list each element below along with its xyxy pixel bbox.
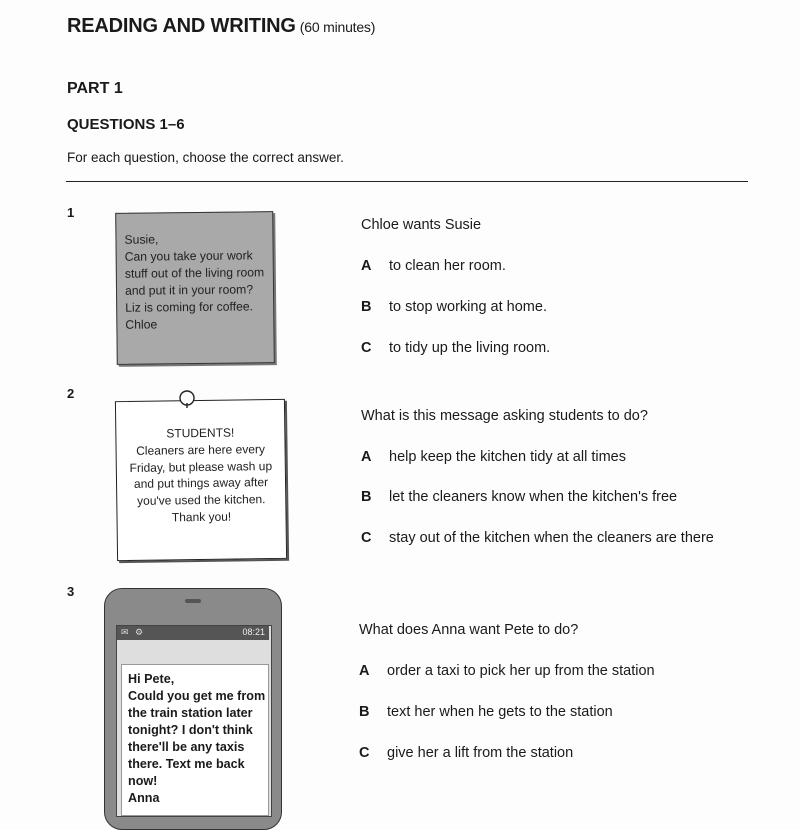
option-text: let the cleaners know when the kitchen's free — [389, 489, 678, 505]
question-1-option-b[interactable] — [361, 299, 547, 315]
question-2-option-b[interactable] — [361, 489, 677, 505]
question-1-option-a[interactable] — [361, 258, 506, 274]
duration-text: (60 minutes) — [299, 19, 376, 35]
phone-message-box — [121, 664, 269, 816]
option-letter: C — [361, 530, 372, 546]
question-2-prompt: What is this message asking students to do? — [361, 408, 648, 424]
option-letter: A — [359, 663, 370, 679]
question-1-note-text: Susie, Can you take your work stuff out of the living room and put it in your room? Liz is coming for coffee. Chloe — [124, 232, 265, 332]
question-3-option-c[interactable] — [359, 745, 573, 761]
question-1-sticky-note — [115, 211, 275, 365]
question-2-option-a[interactable] — [361, 449, 626, 465]
part-heading: PART 1 — [67, 80, 123, 97]
divider — [66, 181, 748, 182]
question-2-notice — [115, 399, 287, 561]
question-3-message-text: Hi Pete, Could you get me from the train station later tonight? I don't think there'll be any taxis there. Text me back now! Anna — [128, 672, 266, 805]
option-text: order a taxi to pick her up from the station — [387, 663, 655, 679]
question-3-option-b[interactable] — [359, 704, 613, 720]
question-3-prompt: What does Anna want Pete to do? — [359, 622, 579, 638]
status-icons: ✉ ⚙ — [121, 627, 146, 637]
phone-speaker-icon — [185, 597, 201, 605]
question-1-number: 1 — [67, 205, 75, 220]
option-text: give her a lift from the station — [387, 745, 574, 761]
question-2-option-c[interactable] — [361, 530, 714, 546]
option-text: help keep the kitchen tidy at all times — [389, 449, 626, 465]
question-3-number: 3 — [67, 584, 75, 599]
section-title-text: READING AND WRITING — [67, 15, 296, 37]
instruction-text: For each question, choose the correct answer. — [67, 150, 344, 165]
question-1-prompt: Chloe wants Susie — [361, 217, 482, 233]
option-text: stay out of the kitchen when the cleaners are there — [389, 530, 714, 546]
question-3-option-a[interactable] — [359, 663, 655, 679]
option-letter: B — [361, 489, 372, 505]
option-letter: A — [361, 258, 372, 274]
status-time: 08:21 — [242, 627, 265, 637]
option-text: to stop working at home. — [389, 299, 547, 315]
option-letter: C — [361, 340, 372, 356]
question-2-note-text: STUDENTS! Cleaners are here every Friday, but please wash up and put things away after you've used the kitchen. Thank you! — [129, 425, 273, 525]
phone-status-bar — [117, 626, 269, 640]
option-text: to clean her room. — [389, 258, 506, 274]
option-letter: B — [359, 704, 370, 720]
option-letter: B — [361, 299, 372, 315]
section-title — [67, 15, 375, 38]
option-text: text her when he gets to the station — [387, 704, 613, 720]
question-1-option-c[interactable] — [361, 340, 550, 356]
option-letter: A — [361, 449, 372, 465]
question-2-number: 2 — [67, 386, 75, 401]
questions-range-heading: QUESTIONS 1–6 — [67, 116, 185, 133]
option-text: to tidy up the living room. — [389, 340, 551, 356]
pin-icon — [177, 389, 197, 409]
option-letter: C — [359, 745, 370, 761]
